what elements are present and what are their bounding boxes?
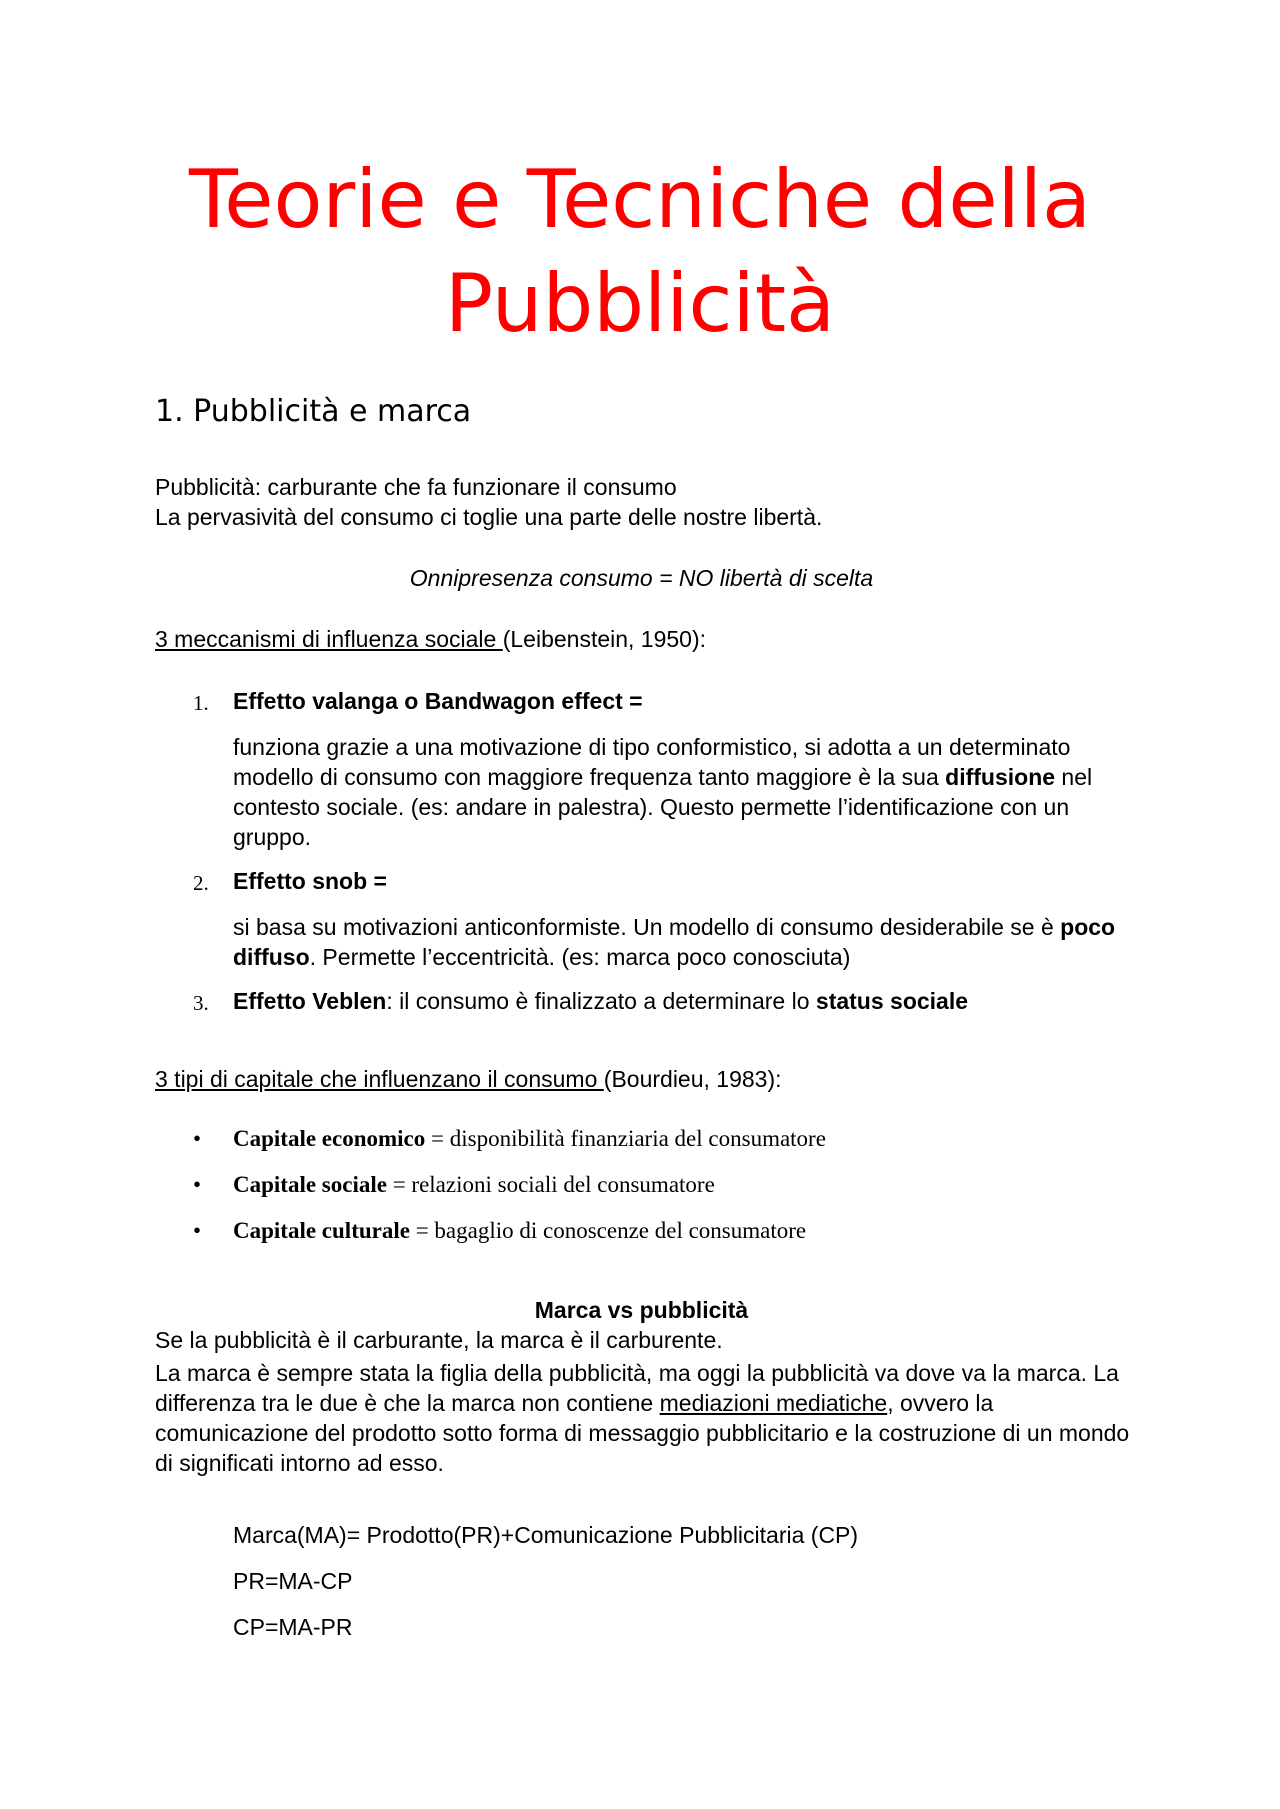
list-item-description <box>233 912 1133 972</box>
document-title <box>140 148 1140 356</box>
capitals-heading <box>155 1064 782 1094</box>
list-marker: 3. <box>193 991 209 1015</box>
intro-line-2: La pervasività del consumo ci toglie una parte delle nostre libertà. <box>155 504 823 530</box>
bullet-text <box>233 1218 806 1244</box>
mechanisms-heading-underlined: 3 meccanismi di influenza sociale <box>155 626 503 652</box>
bullet-icon: • <box>193 1126 202 1151</box>
title-line-2: Pubblicità <box>444 257 836 350</box>
description-bold: status sociale <box>815 988 969 1014</box>
paragraph-underlined: mediazioni mediatiche <box>659 1390 888 1416</box>
bullet-definition: = disponibilità finanziaria del consumatore <box>425 1126 826 1151</box>
centered-statement: Onnipresenza consumo = NO libertà di scelta <box>409 565 874 591</box>
bullet-definition: = relazioni sociali del consumatore <box>386 1172 715 1197</box>
section-heading: 1. Pubblicità e marca <box>155 394 472 429</box>
description-bold: diffusione <box>945 764 1056 790</box>
list-marker: 2. <box>193 871 209 895</box>
list-item-description <box>233 732 1133 852</box>
formula: Marca(MA)= Prodotto(PR)+Comunicazione Pubblicitaria (CP) <box>233 1522 859 1548</box>
capitals-heading-citation: (Bourdieu, 1983): <box>603 1066 782 1092</box>
bullet-definition: = bagaglio di conoscenze del consumatore <box>409 1218 807 1243</box>
description-text: nel contesto sociale. (es: andare in palestra). Questo permette l’identificazione con un gruppo. <box>233 764 1093 850</box>
list-marker: 1. <box>193 691 209 715</box>
capitals-heading-underlined: 3 tipi di capitale che influenzano il consumo <box>155 1066 604 1092</box>
list-item-title: Effetto valanga o Bandwagon effect = <box>233 688 643 714</box>
description-text: funziona grazie a una motivazione di tipo conformistico, si adotta a un determinato modello di consumo con maggiore frequenza tanto maggiore è la sua <box>233 734 1071 790</box>
formula: CP=MA-PR <box>233 1614 353 1640</box>
mechanisms-heading-citation: (Leibenstein, 1950): <box>502 626 707 652</box>
bullet-icon: • <box>193 1172 202 1197</box>
description-text: si basa su motivazioni anticonformiste. Un modello di consumo desiderabile se è <box>233 914 1061 940</box>
bullet-text <box>233 1126 826 1152</box>
description-text: : il consumo è finalizzato a determinare lo <box>386 988 816 1014</box>
bullet-term: Capitale culturale <box>233 1218 410 1243</box>
title-line-1: Teorie e Tecniche della <box>188 153 1092 246</box>
list-item-inline <box>233 986 968 1016</box>
description-text: . Permette l’eccentricità. (es: marca poco conosciuta) <box>309 944 851 970</box>
description-bold: poco diffuso <box>233 914 1116 970</box>
intro-line-1: Pubblicità: carburante che fa funzionare il consumo <box>155 474 677 500</box>
brand-section-heading: Marca vs pubblicità <box>534 1297 749 1323</box>
bullet-text <box>233 1172 715 1198</box>
brand-section-line: Se la pubblicità è il carburante, la marca è il carburente. <box>155 1327 723 1353</box>
bullet-icon: • <box>193 1218 202 1243</box>
list-item-title: Effetto Veblen <box>233 988 387 1014</box>
list-item-title: Effetto snob = <box>233 868 387 894</box>
bullet-term: Capitale sociale <box>233 1172 387 1197</box>
formula: PR=MA-CP <box>233 1568 353 1594</box>
mechanisms-heading <box>155 624 706 654</box>
bullet-term: Capitale economico <box>233 1126 426 1151</box>
brand-section-paragraph <box>155 1358 1130 1478</box>
paragraph-text: , ovvero la comunicazione del prodotto sotto forma di messaggio pubblicitario e la costruzione di un mondo di significati intorno ad esso. <box>155 1390 1130 1476</box>
paragraph-text: La marca è sempre stata la figlia della pubblicità, ma oggi la pubblicità va dove va la marca. La differenza tra le due è che la marca non contiene <box>155 1360 1119 1416</box>
